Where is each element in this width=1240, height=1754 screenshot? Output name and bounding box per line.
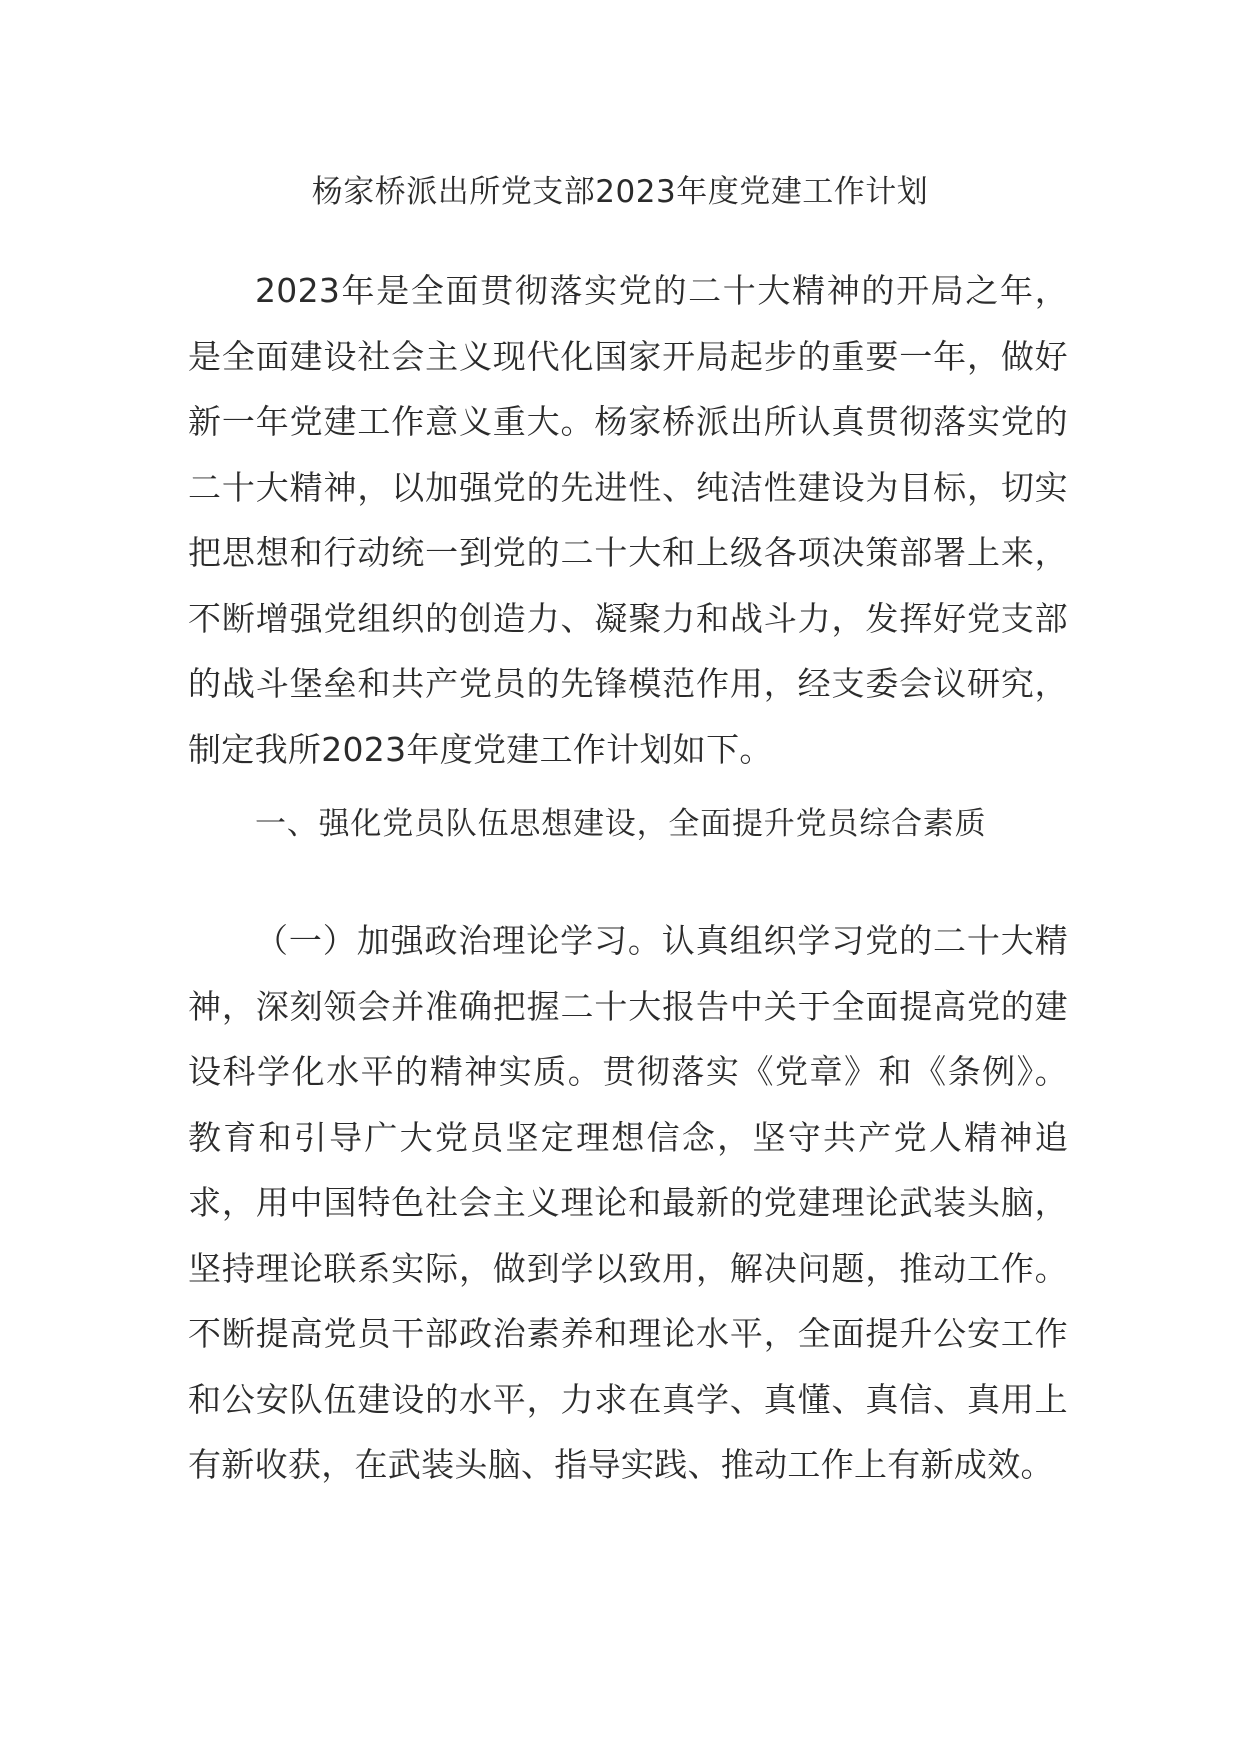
document-title: 杨家桥派出所党支部2023年度党建工作计划 [311,174,929,210]
section-1-heading: 一、强化党员队伍思想建设，全面提升党员综合素质 [255,806,987,842]
intro-paragraph: 2023年是全面贯彻落实党的二十大精神的开局之年，是全面建设社会主义现代化国家开局起步的重要一年，做好新一年党建工作意义重大。杨家桥派出所认真贯彻落实党的二十大精神，以加强党的先进性、纯洁性建设为目标，切实把思想和行动统一到党的二十大和上级各项决策部署上来，不断增强党组织的创造力、凝聚力和战斗力，发挥好党支部的战斗堡垒和共产党员的先锋模范作用，经支委会议研究，制定我所2023年度党建工作计划如下。 [188,271,1068,769]
section-1-item-1-paragraph: （一）加强政治理论学习。认真组织学习党的二十大精神，深刻领会并准确把握二十大报告中关于全面提高党的建设科学化水平的精神实质。贯彻落实《党章》和《条例》。教育和引导广大党员坚定理想信念，坚守共产党人精神追求，用中国特色社会主义理论和最新的党建理论武装头脑，坚持理论联系实际，做到学以致用，解决问题，推动工作。不断提高党员干部政治素养和理论水平，全面提升公安工作和公安队伍建设的水平，力求在真学、真懂、真信、真用上有新收获，在武装头脑、指导实践、推动工作上有新成效。 [188,921,1068,1484]
